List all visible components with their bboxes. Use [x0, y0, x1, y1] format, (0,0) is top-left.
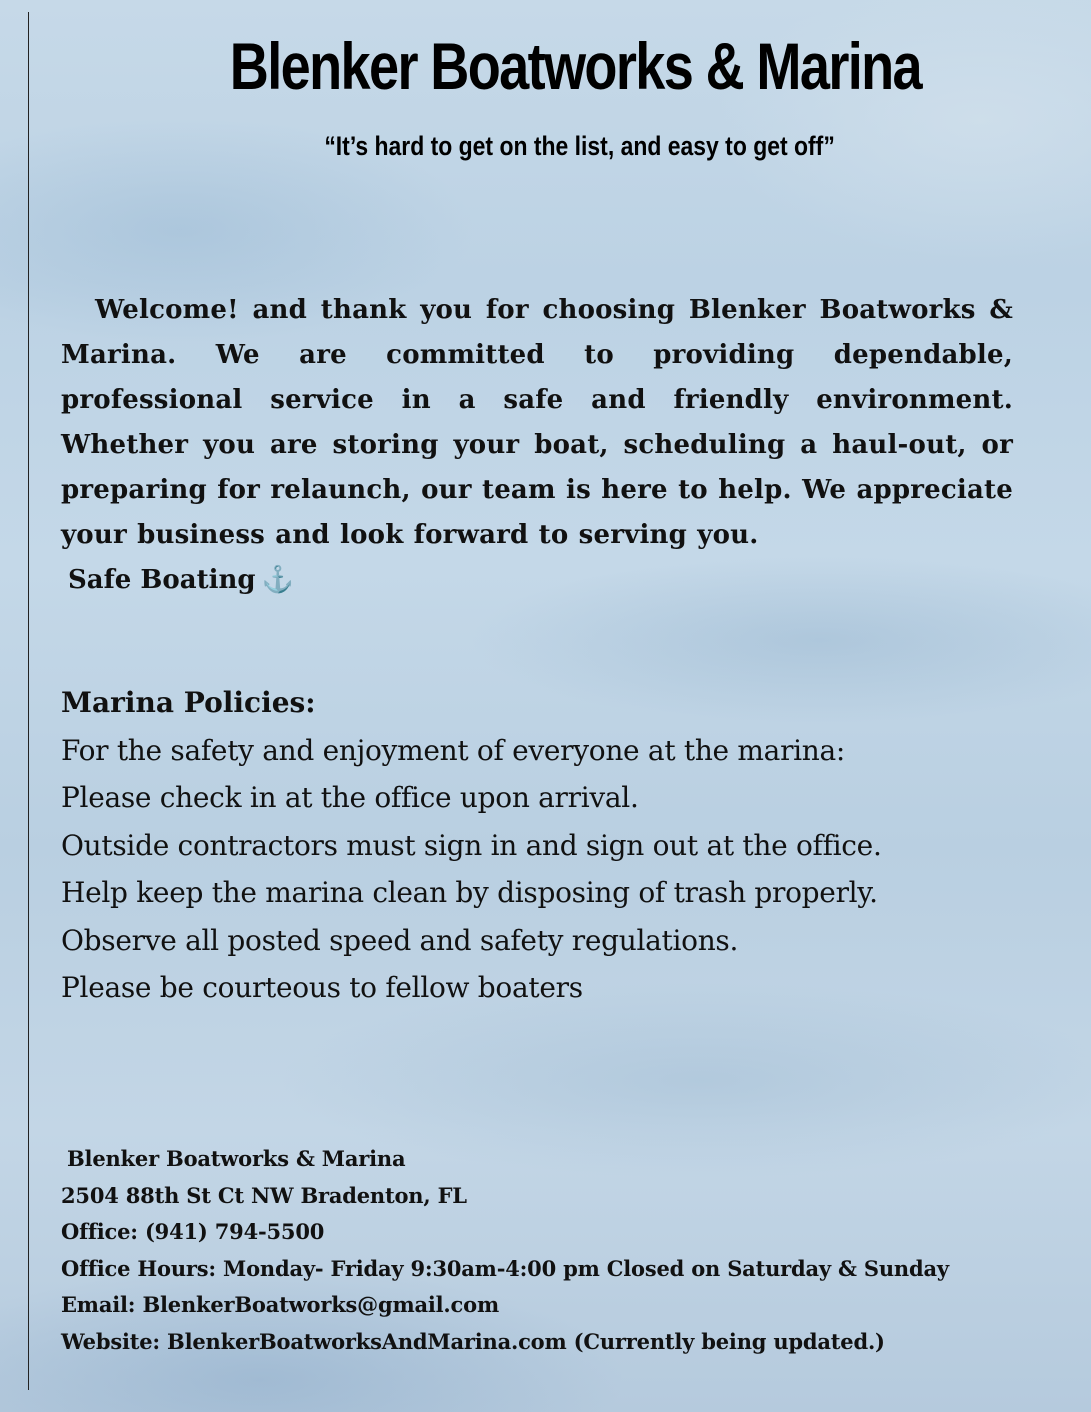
left-margin-rule — [28, 12, 29, 1390]
policy-item: Help keep the marina clean by disposing of trash properly. — [61, 876, 878, 910]
anchor-icon: ⚓ — [261, 565, 294, 595]
contact-hours: Office Hours: Monday- Friday 9:30am-4:00 pm Closed on Saturday & Sunday — [61, 1255, 949, 1281]
page-title: Blenker Boatworks & Marina — [229, 29, 922, 103]
contact-block — [61, 1141, 949, 1361]
welcome-paragraph: Welcome! and thank you for choosing Blenker Boatworks & Marina. We are committed to providing dependable, professional service in a safe and friendly environment. Whether you are storing your boat, scheduling a haul-out, or preparing for relaunch, our team is here to help. We appreciate your business and look forward to serving you. — [61, 295, 1013, 550]
policy-item: Outside contractors must sign in and sign out at the office. — [61, 828, 882, 862]
contact-business-name: Blenker Boatworks & Marina — [67, 1146, 406, 1171]
tagline: “It’s hard to get on the list, and easy to get off” — [324, 131, 835, 161]
policies-heading: Marina Policies: — [61, 686, 316, 719]
policy-item: Please be courteous to fellow boaters — [61, 971, 583, 1005]
signoff-text: Safe Boating — [68, 565, 256, 595]
policy-item: Please check in at the office upon arrival. — [61, 781, 639, 815]
contact-email: Email: BlenkerBoatworks@gmail.com — [61, 1292, 499, 1318]
policies-list — [61, 727, 882, 1011]
contact-phone: Office: (941) 794-5500 — [61, 1219, 325, 1245]
safe-boating-signoff — [68, 558, 294, 603]
policy-item: Observe all posted speed and safety regulations. — [61, 923, 739, 957]
contact-address: 2504 88th St Ct NW Bradenton, FL — [61, 1182, 467, 1208]
policy-item: For the safety and enjoyment of everyone at the marina: — [61, 734, 846, 767]
contact-website: Website: BlenkerBoatworksAndMarina.com (Currently being updated.) — [61, 1328, 885, 1354]
